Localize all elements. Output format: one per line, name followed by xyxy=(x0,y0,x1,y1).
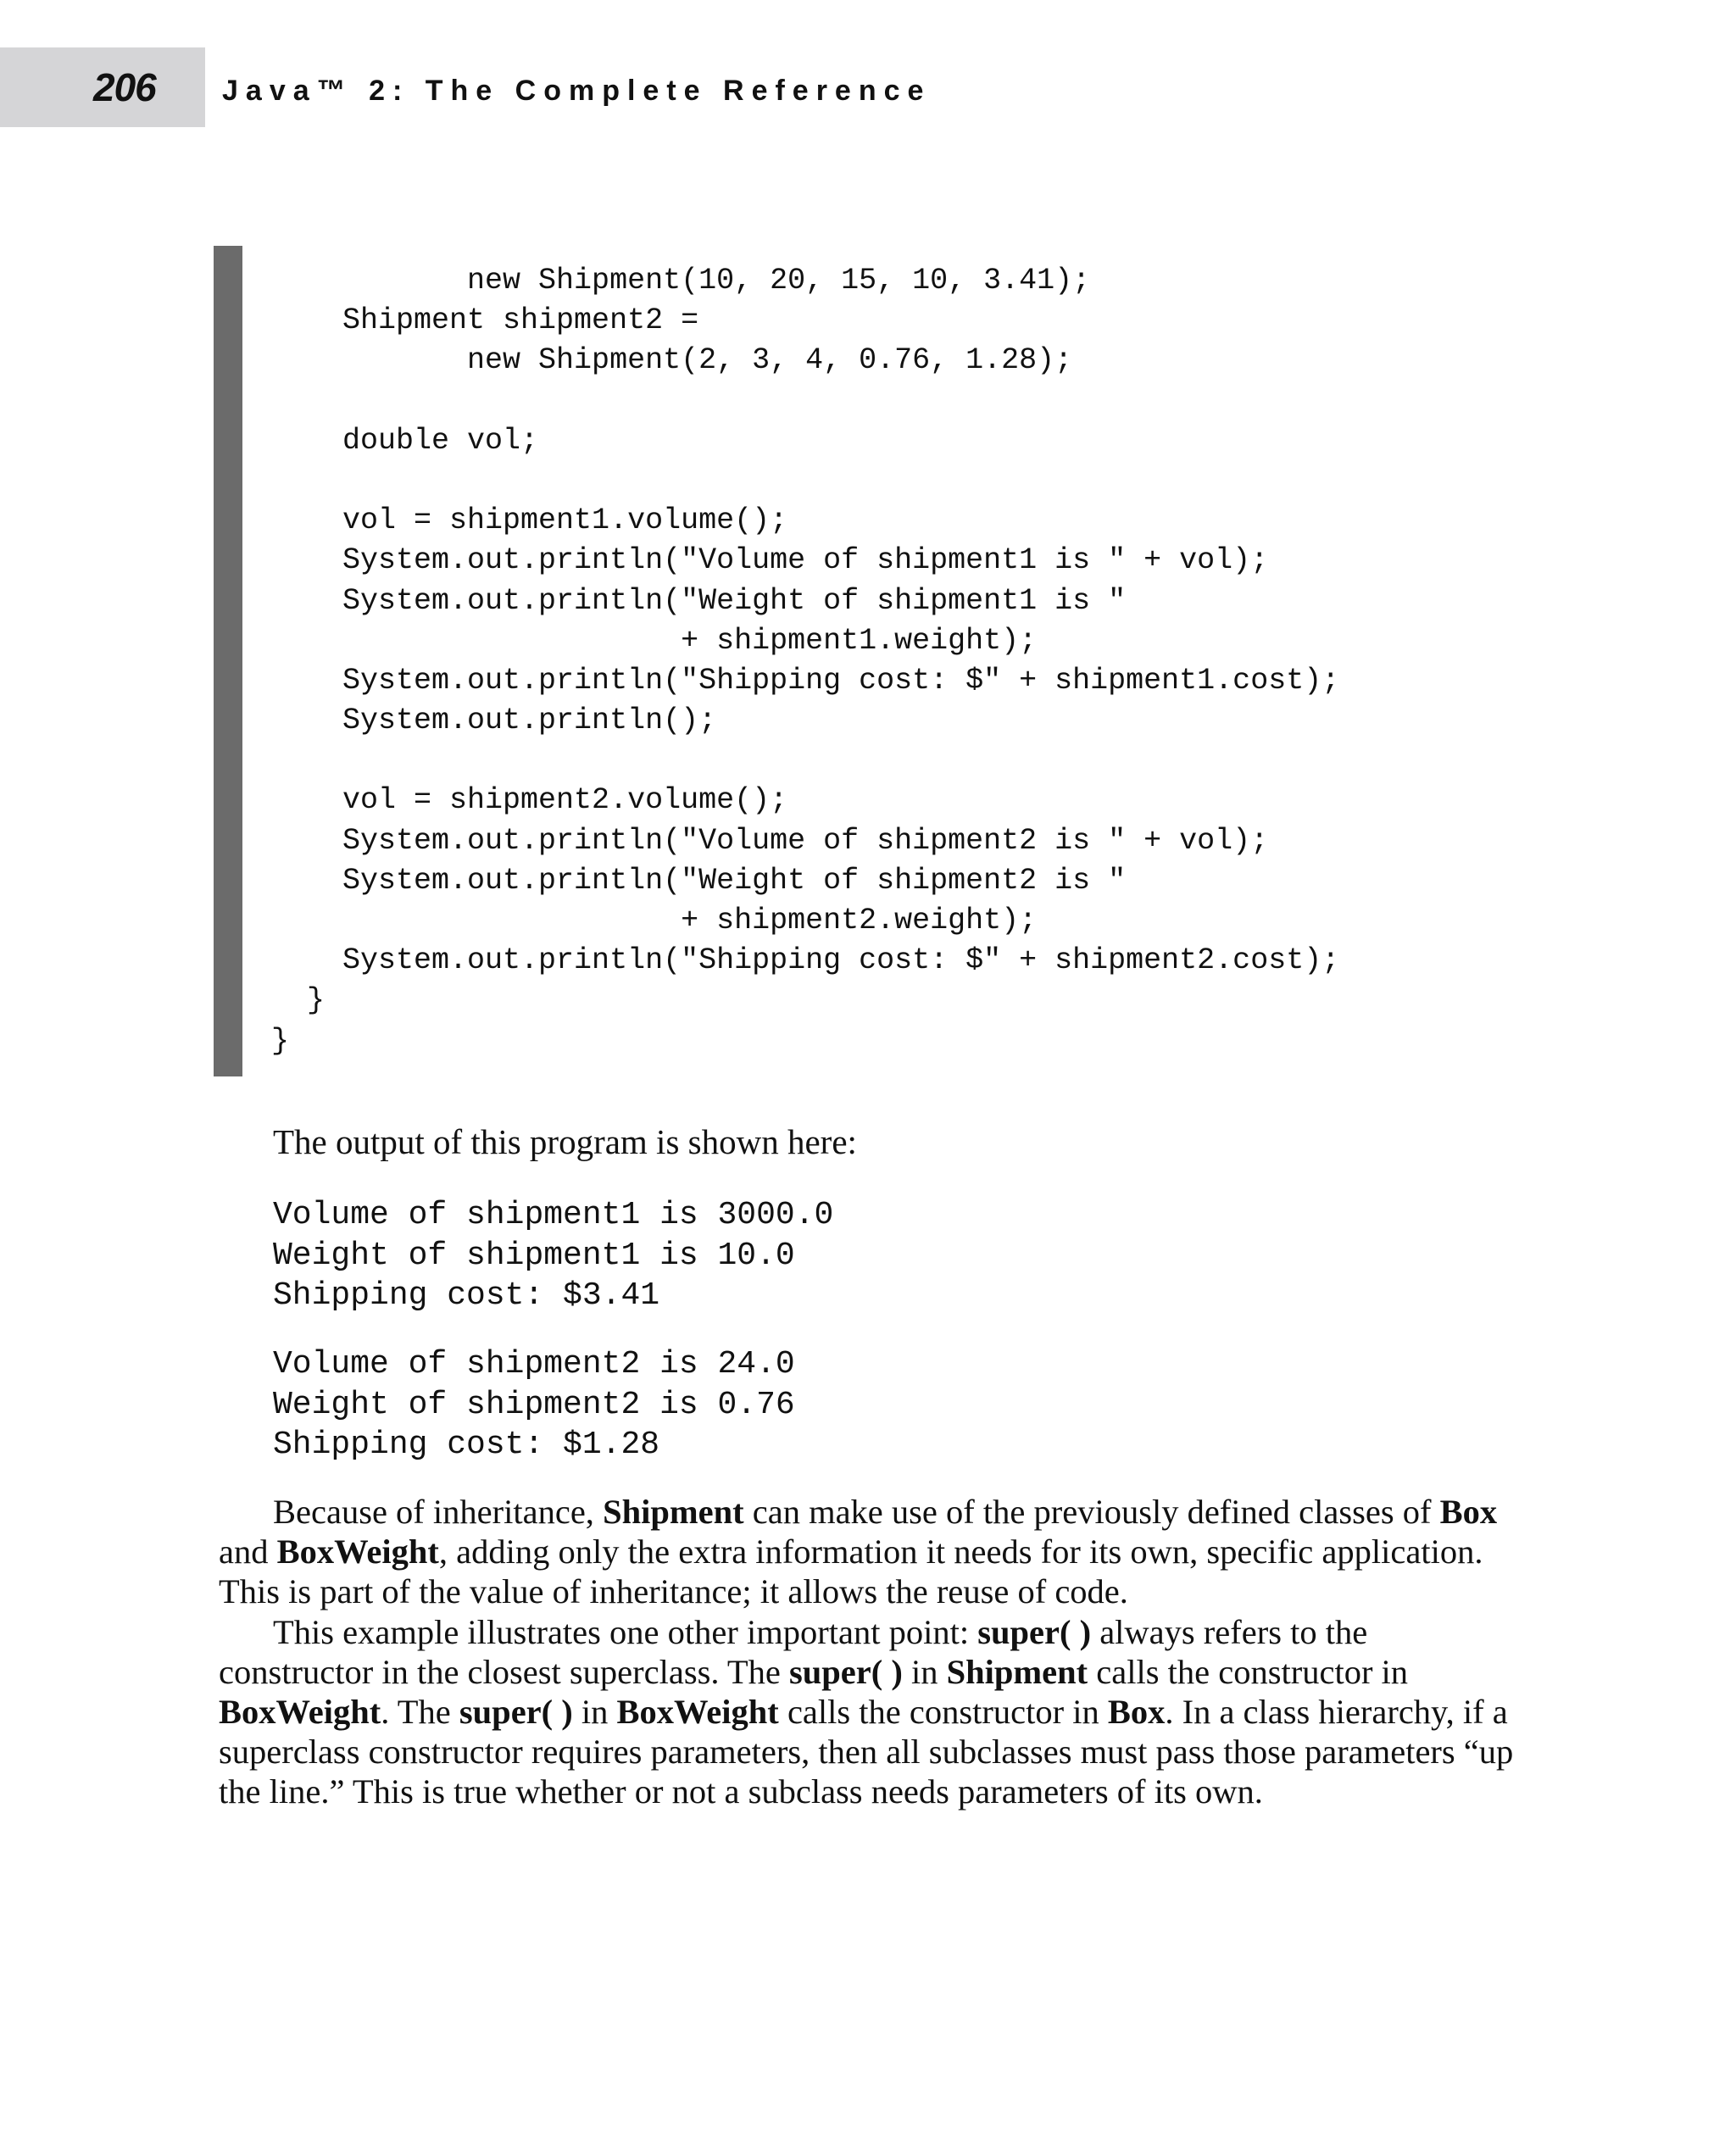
output-line: Volume of shipment1 is 3000.0 xyxy=(273,1197,834,1233)
output-line: Shipping cost: $3.41 xyxy=(273,1277,660,1314)
code-line: new Shipment(10, 20, 15, 10, 3.41); xyxy=(271,264,1091,298)
text-run: . In a class hierarchy, if a superclass constructor requires parameters, then all subclasses must pass those parameters “up the line.” This is true whether or not a subclass needs parameters of its own. xyxy=(219,1693,1514,1811)
code-term: Shipment xyxy=(946,1652,1088,1691)
code-line: System.out.println("Weight of shipment2 is " xyxy=(271,863,1127,898)
text-run: in xyxy=(902,1652,947,1691)
text-run: calls the constructor in xyxy=(778,1693,1108,1732)
text-run: . The xyxy=(381,1693,459,1732)
text-run: in xyxy=(572,1693,617,1732)
code-line: System.out.println("Volume of shipment2 is " + vol); xyxy=(271,823,1269,858)
code-line: Shipment shipment2 = xyxy=(271,303,699,338)
output-line: Volume of shipment2 is 24.0 xyxy=(273,1346,795,1382)
code-line: } xyxy=(271,1023,290,1058)
paragraph-super xyxy=(219,1612,1524,1812)
code-term: BoxWeight xyxy=(219,1693,381,1732)
program-output-shipment1 xyxy=(273,1195,833,1316)
code-term: Shipment xyxy=(603,1493,744,1531)
code-listing xyxy=(271,261,1339,1061)
code-line: + shipment2.weight); xyxy=(271,904,1038,937)
code-term: super( ) xyxy=(788,1652,903,1691)
code-term: super( ) xyxy=(459,1693,573,1732)
code-line: new Shipment(2, 3, 4, 0.76, 1.28); xyxy=(271,343,1073,378)
output-line: Weight of shipment2 is 0.76 xyxy=(273,1386,795,1423)
code-line: vol = shipment1.volume(); xyxy=(271,503,788,538)
code-term: BoxWeight xyxy=(276,1532,439,1571)
code-line: vol = shipment2.volume(); xyxy=(271,783,788,818)
code-line xyxy=(271,381,1339,421)
code-line: System.out.println("Weight of shipment1 is " xyxy=(271,583,1127,618)
code-line: System.out.println("Shipping cost: $" + shipment2.cost); xyxy=(271,943,1340,978)
text-run: , adding only the extra information it needs for its own, specific application. This is part of the value of inheritance; it allows the reuse of code. xyxy=(219,1532,1483,1611)
text-run: Because of inheritance, xyxy=(273,1493,604,1531)
body-text xyxy=(219,1492,1524,1812)
program-output-shipment2 xyxy=(273,1344,795,1466)
code-line: } xyxy=(271,983,326,1018)
paragraph-inheritance xyxy=(219,1492,1524,1612)
code-term: BoxWeight xyxy=(616,1693,779,1732)
code-line: double vol; xyxy=(271,423,539,458)
output-line: Weight of shipment1 is 10.0 xyxy=(273,1237,795,1274)
code-term: Box xyxy=(1439,1493,1498,1531)
code-line: System.out.println("Volume of shipment1 is " + vol); xyxy=(271,543,1269,578)
code-term: Box xyxy=(1107,1693,1166,1732)
page-number: 206 xyxy=(93,65,156,109)
running-title: Java™ 2: The Complete Reference xyxy=(222,75,932,107)
code-line xyxy=(271,461,1339,501)
text-run: calls the constructor in xyxy=(1088,1652,1409,1691)
text-run: and xyxy=(219,1532,277,1571)
output-intro-text: The output of this program is shown here: xyxy=(273,1122,857,1161)
code-margin-bar xyxy=(214,246,242,1076)
code-line: + shipment1.weight); xyxy=(271,623,1038,658)
code-line: System.out.println("Shipping cost: $" + shipment1.cost); xyxy=(271,663,1340,698)
output-line: Shipping cost: $1.28 xyxy=(273,1427,660,1463)
text-run: This example illustrates one other important point: xyxy=(273,1612,978,1651)
code-term: super( ) xyxy=(977,1612,1092,1651)
code-line: System.out.println(); xyxy=(271,704,717,738)
code-line xyxy=(271,741,1339,781)
text-run: always refers to the constructor in the closest superclass. The xyxy=(219,1612,1368,1691)
text-run: can make use of the previously defined classes of xyxy=(743,1493,1440,1531)
